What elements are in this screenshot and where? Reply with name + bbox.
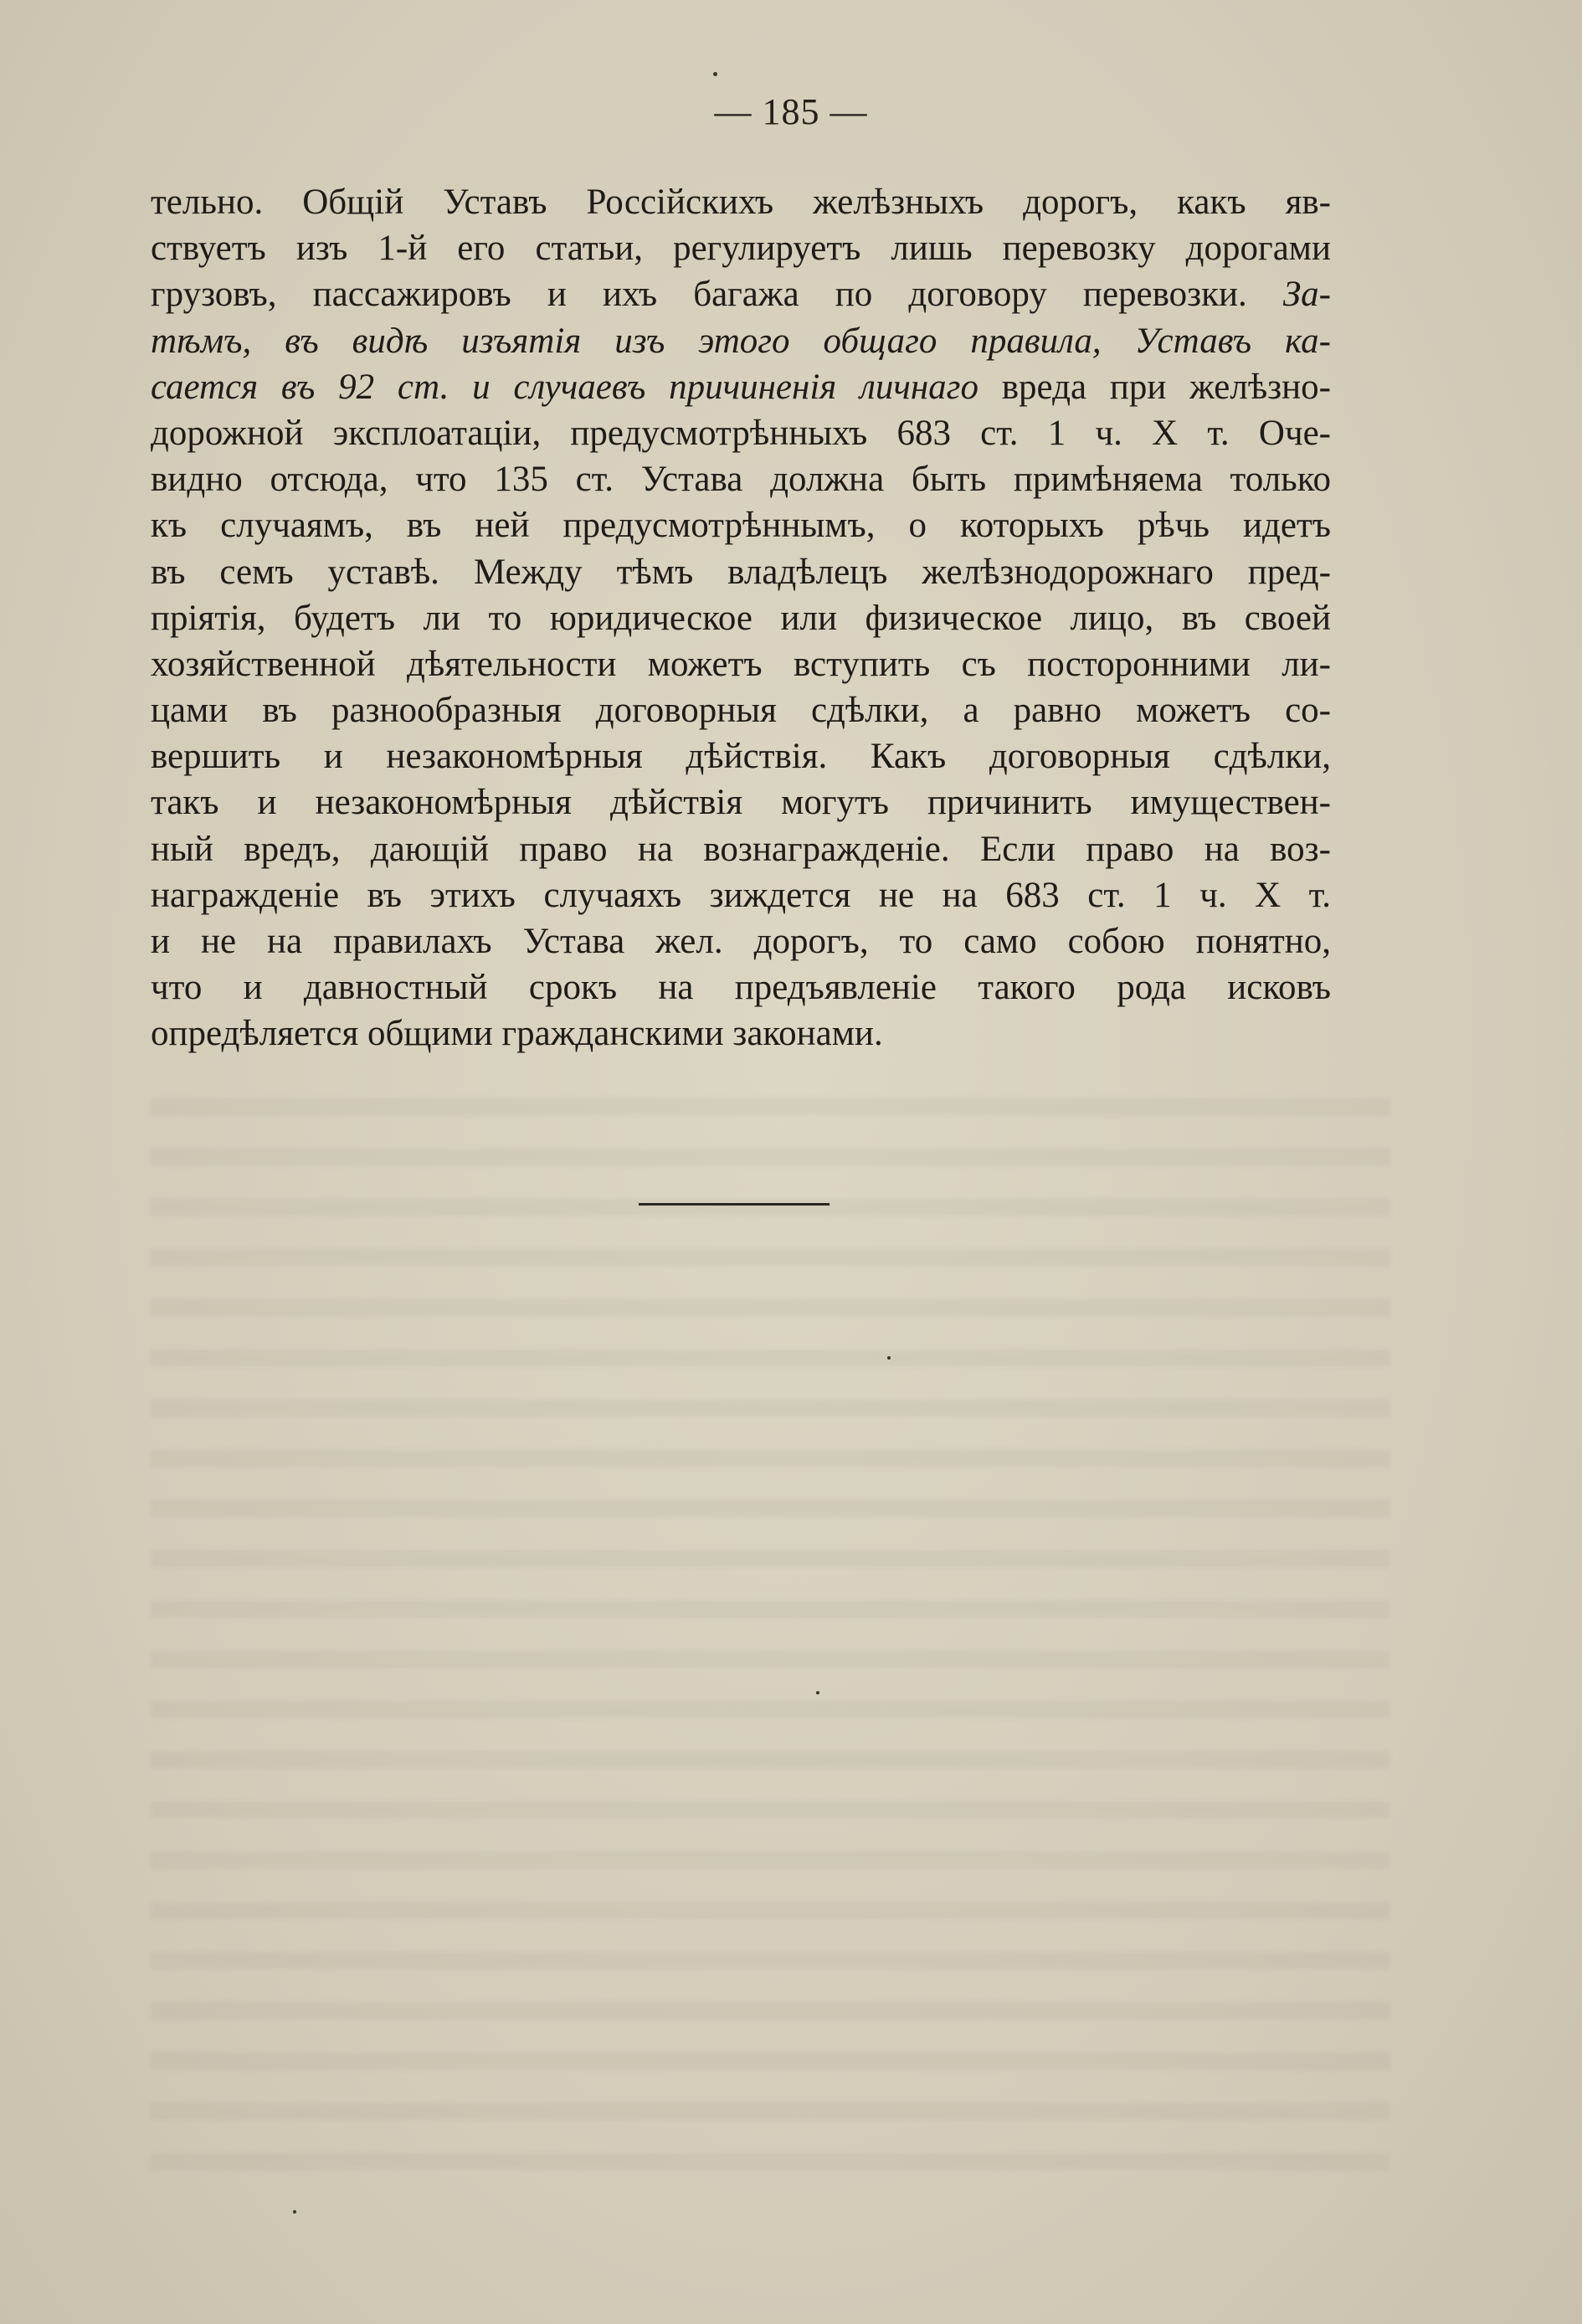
text-line (151, 733, 1331, 779)
text-run: награжденіе въ этихъ случаяхъ зиждется не на 683 ст. 1 ч. X т. (151, 875, 1331, 915)
show-through-texture (151, 1080, 1389, 2193)
text-run: вершить и незакономѣрныя дѣйствія. Какъ договорныя сдѣлки, (151, 737, 1331, 777)
text-line (151, 1010, 1331, 1057)
text-run: къ случаямъ, въ ней предусмотрѣннымъ, о которыхъ рѣчь идетъ (151, 506, 1331, 546)
text-run: ствуетъ изъ 1-й его статьи, регулируетъ лишь перевозку дорогами (151, 229, 1331, 269)
text-line (151, 826, 1331, 872)
text-run: хозяйственной дѣятельности можетъ вступить съ посторонними ли- (151, 644, 1331, 684)
italic-text: тѣмъ, въ видѣ изъятія изъ этого общаго правила, Уставъ ка- (151, 321, 1331, 361)
text-run: опредѣляется общими гражданскими законами. (151, 1014, 883, 1054)
text-run: и не на правилахъ Устава жел. дорогъ, то само собою понятно, (151, 922, 1331, 961)
text-line (151, 271, 1331, 317)
italic-text: сается въ 92 ст. и случаевъ причиненія личнаго (151, 367, 978, 407)
italic-text: За- (1282, 275, 1331, 315)
text-run: грузовъ, пассажировъ и ихъ багажа по договору перевозки. (151, 275, 1283, 315)
text-line (151, 549, 1331, 595)
speck (887, 1356, 891, 1360)
text-run: цами въ разнообразныя договорныя сдѣлки, а равно можетъ со- (151, 691, 1331, 731)
text-line (151, 687, 1331, 733)
text-run: вреда при желѣзно- (978, 367, 1331, 407)
text-line (151, 872, 1331, 918)
text-run: что и давностный срокъ на предъявленіе такого рода исковъ (151, 968, 1331, 1008)
text-line (151, 502, 1331, 548)
speck (713, 72, 717, 76)
text-line (151, 641, 1331, 687)
end-rule (639, 1203, 830, 1206)
text-run: дорожной эксплоатаціи, предусмотрѣнныхъ 683 ст. 1 ч. X т. Оче- (151, 413, 1331, 453)
text-line (151, 410, 1331, 456)
speck (293, 2210, 296, 2213)
page-number-header: — 185 — (714, 91, 868, 132)
text-line (151, 918, 1331, 964)
text-line (151, 179, 1331, 225)
text-run: въ семъ уставѣ. Между тѣмъ владѣлецъ желѣзнодорожнаго пред- (151, 552, 1331, 592)
text-run: такъ и незакономѣрныя дѣйствія могутъ причинить имуществен- (151, 783, 1331, 823)
text-line (151, 779, 1331, 825)
text-line (151, 364, 1331, 410)
text-line (151, 595, 1331, 641)
text-line (151, 456, 1331, 502)
body-text (151, 179, 1331, 1057)
text-run: тельно. Общій Уставъ Россійскихъ желѣзныхъ дорогъ, какъ яв- (151, 183, 1331, 222)
text-run: ный вредъ, дающій право на вознагражденіе. Если право на воз- (151, 829, 1331, 869)
text-run: пріятія, будетъ ли то юридическое или физическое лицо, въ своей (151, 598, 1331, 638)
text-line (151, 964, 1331, 1010)
text-line (151, 318, 1331, 364)
text-run: видно отсюда, что 135 ст. Устава должна быть примѣняема только (151, 460, 1331, 500)
speck (816, 1691, 819, 1694)
text-line (151, 225, 1331, 271)
